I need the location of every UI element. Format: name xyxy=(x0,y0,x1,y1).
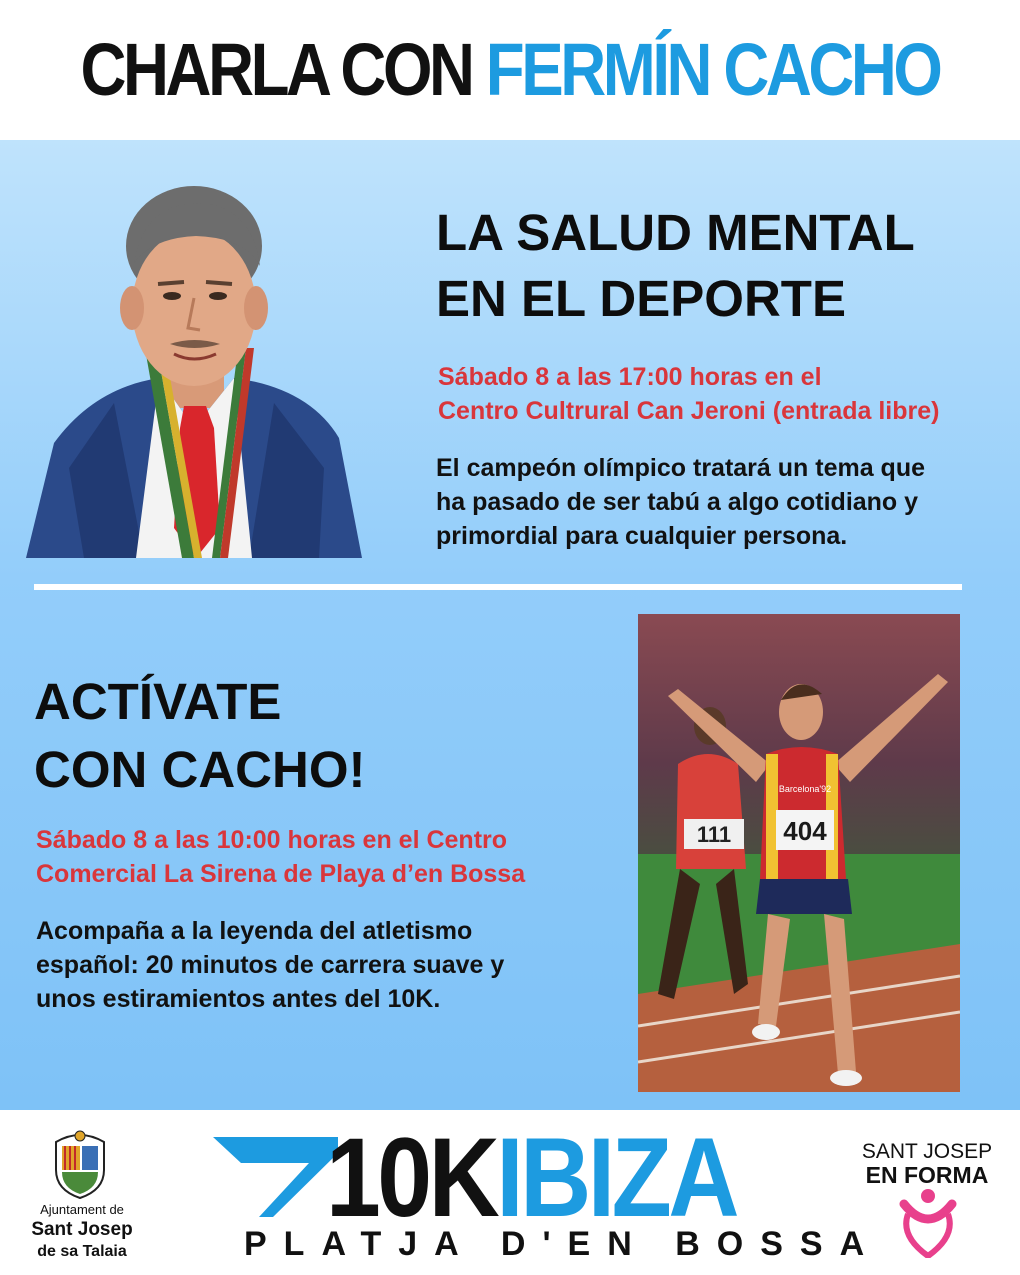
section-2-description-line-1: Acompaña a la leyenda del atletismo xyxy=(36,917,473,945)
speaker-portrait xyxy=(24,168,366,558)
ajuntament-label: Ajuntament de xyxy=(40,1202,124,1217)
title-part-2: FERMÍN CACHO xyxy=(485,28,940,111)
runner-bib-number: 404 xyxy=(783,816,827,846)
section-1-schedule-line-2: Centro Cultrural Can Jeroni (entrada libre) xyxy=(438,397,940,425)
section-1-heading-line-1: LA SALUD MENTAL xyxy=(436,204,915,261)
section-1-description-line-1: El campeón olímpico tratará un tema que xyxy=(436,454,926,482)
section-2-heading xyxy=(34,668,365,804)
section-1-description-line-2: ha pasado de ser tabú a algo cotidiano y xyxy=(436,488,919,516)
section-1-description-line-3: primordial para cualquier persona. xyxy=(436,522,848,550)
sant-josep-en-forma-line-2: EN FORMA xyxy=(865,1162,989,1188)
section-2-schedule-line-2: Comercial La Sirena de Playa d’en Bossa xyxy=(36,860,526,888)
back-runner-bib: 111 xyxy=(696,822,732,847)
section-2-description xyxy=(36,914,504,1016)
section-2-description-line-2: español: 20 minutos de carrera suave y xyxy=(36,951,505,979)
page-title xyxy=(71,22,948,118)
runner-photo xyxy=(638,614,960,1092)
logo-ibiza-text: IBIZA xyxy=(496,1115,736,1240)
section-1-heading-line-2: EN EL DEPORTE xyxy=(436,270,846,327)
section-1-schedule xyxy=(438,360,939,428)
section-1-description xyxy=(436,451,925,553)
section-2-heading-line-1: ACTÍVATE xyxy=(34,673,282,730)
coat-of-arms-icon xyxy=(48,1128,112,1200)
section-divider xyxy=(34,584,962,590)
logo-subtitle: PLATJA D'EN BOSSA xyxy=(244,1225,882,1263)
section-1-schedule-line-1: Sábado 8 a las 17:00 horas en el xyxy=(438,363,822,391)
municipality-subname: de sa Talaia xyxy=(37,1243,127,1260)
arrow-logo-icon xyxy=(213,1133,338,1218)
section-1-heading xyxy=(436,200,915,332)
jersey-banner-text: Barcelona'92 xyxy=(778,784,832,794)
municipality-name: Sant Josep xyxy=(31,1219,133,1240)
sant-josep-en-forma-line-1: SANT JOSEP xyxy=(861,1140,993,1163)
header xyxy=(0,0,1020,140)
10k-ibiza-logo xyxy=(326,1115,736,1240)
location-pin-person-icon xyxy=(898,1188,958,1258)
section-2-heading-line-2: CON CACHO! xyxy=(34,741,366,798)
section-2-description-line-3: unos estiramientos antes del 10K. xyxy=(36,985,441,1013)
section-2-schedule-line-1: Sábado 8 a las 10:00 horas en el Centro xyxy=(36,826,508,854)
title-part-1: CHARLA CON xyxy=(80,28,472,111)
section-2-schedule xyxy=(36,823,525,891)
logo-10k-text: 10K xyxy=(326,1115,497,1240)
